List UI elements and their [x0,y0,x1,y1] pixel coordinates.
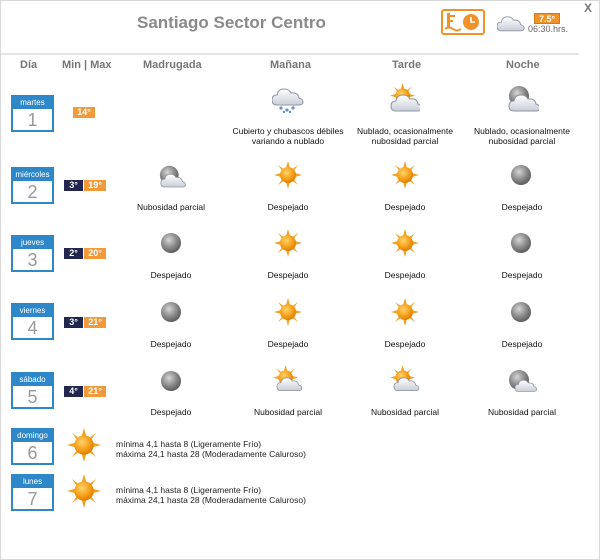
day-7-max-summary: máxima 24,1 hasta 28 (Moderadamente Caluroso) [116,495,306,505]
moon-icon [509,231,533,255]
day-1-button[interactable] [11,95,54,132]
day-number: 1 [27,110,38,130]
day-name: martes [13,97,52,109]
day-name: domingo [13,430,52,442]
day-5-noche-label: Nubosidad parcial [487,407,557,417]
day-6-button[interactable] [11,428,54,465]
min-temp-badge: 2° [64,248,83,259]
col-noche: Noche [506,59,540,71]
col-tarde: Tarde [392,59,422,71]
tide-icon [443,11,483,33]
moon-icon [159,300,183,324]
day-name: miércoles [13,169,52,181]
day-1-tarde-label: Nublado, ocasionalmente nubosidad parcial [357,126,453,146]
day-4-noche-label: Despejado [501,339,543,349]
day-2-button[interactable] [11,167,54,204]
cloudy-moon-icon [507,83,539,113]
day-2-manana-label: Despejado [267,202,309,212]
page-title: Santiago Sector Centro [137,13,326,32]
col-dia: Día [20,59,38,71]
day-4-manana-label: Despejado [267,339,309,349]
day-name: jueves [13,237,52,249]
day-number: 3 [27,250,38,270]
day-3-manana-label: Despejado [267,270,309,280]
partly-cloudy-icon [388,365,420,395]
min-temp-badge: 3° [64,180,83,191]
sun-icon [391,161,419,189]
day-7-min-summary: mínima 4,1 hasta 8 (Ligeramente Frío) [116,485,262,495]
day-name: sábado [13,374,52,386]
max-temp-badge: 14° [73,107,95,118]
day-5-button[interactable] [11,372,54,409]
moon-icon [509,163,533,187]
cloudy-moon-icon [507,367,539,397]
partly-cloudy-icon [271,365,303,395]
min-temp-badge: 4° [64,386,83,397]
day-number: 6 [27,443,38,463]
col-minmax: Min | Max [62,59,112,71]
close-icon[interactable]: X [584,1,593,15]
day-4-button[interactable] [11,303,54,340]
max-temp-badge: 20° [84,248,106,259]
day-number: 4 [27,318,38,338]
moon-icon [159,369,183,393]
col-madrugada: Madrugada [143,59,202,71]
sun-icon [67,428,101,462]
rain-cloud-icon [272,83,304,113]
day-6-min-summary: mínima 4,1 hasta 8 (Ligeramente Frío) [116,439,262,449]
day-5-madrugada-label: Despejado [150,407,192,417]
sun-icon [67,474,101,508]
day-name: viernes [13,305,52,317]
day-5-tarde-label: Nubosidad parcial [370,407,440,417]
day-1-noche-label: Nublado, ocasionalmente nubosidad parcial [474,126,570,146]
max-temp-badge: 21° [84,317,106,328]
max-temp-badge: 19° [84,180,106,191]
partly-cloudy-icon [388,83,420,113]
sun-icon [274,229,302,257]
day-3-noche-label: Despejado [501,270,543,280]
current-temperature-badge: 7.5° [534,13,560,24]
current-time: 06:30.hrs. [528,24,569,34]
day-4-madrugada-label: Despejado [150,339,192,349]
sun-icon [391,229,419,257]
header-divider [1,53,579,55]
moon-icon [509,300,533,324]
day-number: 7 [27,489,38,509]
day-2-madrugada-label: Nubosidad parcial [136,202,206,212]
day-2-tarde-label: Despejado [384,202,426,212]
moon-icon [159,231,183,255]
day-3-tarde-label: Despejado [384,270,426,280]
sun-icon [274,161,302,189]
day-3-madrugada-label: Despejado [150,270,192,280]
sun-icon [274,298,302,326]
day-number: 2 [27,182,38,202]
day-5-manana-label: Nubosidad parcial [253,407,323,417]
day-7-button[interactable] [11,474,54,511]
day-2-noche-label: Despejado [501,202,543,212]
col-manana: Mañana [270,59,311,71]
day-3-button[interactable] [11,235,54,272]
day-4-tarde-label: Despejado [384,339,426,349]
cloudy-moon-icon [158,162,188,192]
tide-button[interactable] [441,9,485,35]
day-name: lunes [13,476,52,488]
day-number: 5 [27,387,38,407]
max-temp-badge: 21° [84,386,106,397]
current-cloud-icon [497,11,525,33]
day-1-manana-label: Cubierto y chubascos débiles variando a nublado [232,126,344,146]
min-temp-badge: 3° [64,317,83,328]
day-6-max-summary: máxima 24,1 hasta 28 (Moderadamente Caluroso) [116,449,306,459]
sun-icon [391,298,419,326]
